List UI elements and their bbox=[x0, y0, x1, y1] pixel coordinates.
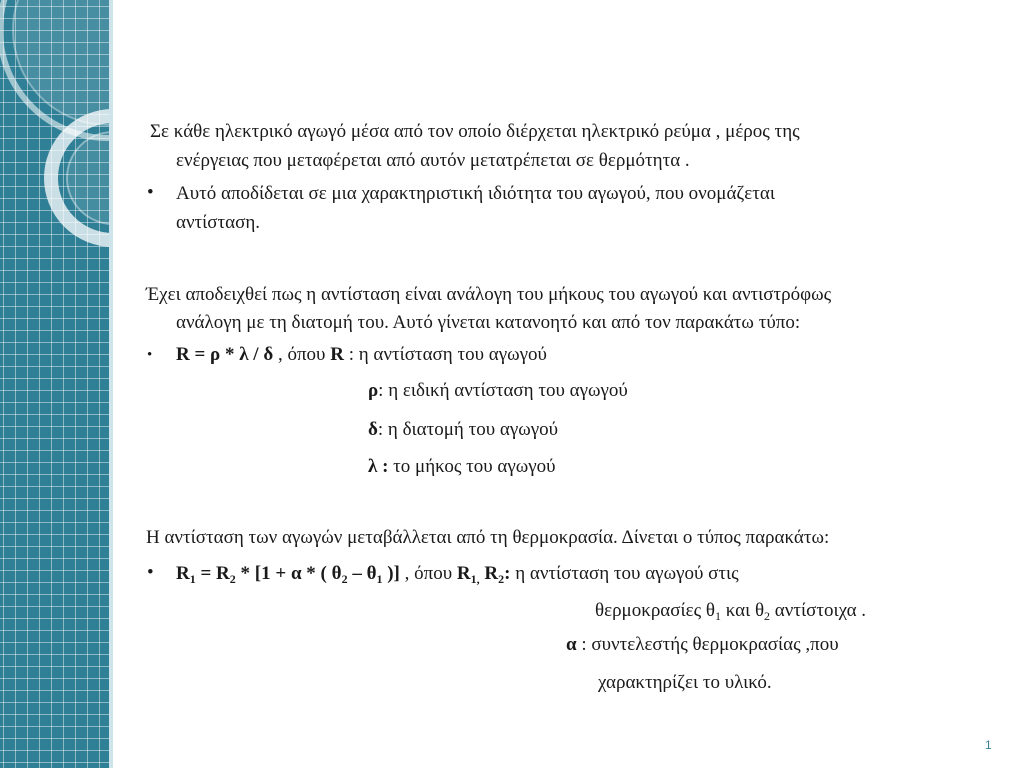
formula-1-where: , όπου bbox=[273, 344, 331, 365]
resistance-formula: R = ρ * λ / δ bbox=[176, 344, 274, 365]
definition-rho: : η ειδική αντίσταση του αγωγού bbox=[378, 380, 628, 401]
temperatures-line: θερμοκρασίες $\theta_1$ και $\theta_2$ αντίστοιχα . bbox=[595, 600, 867, 623]
paragraph-4-line-1: Η αντίσταση των αγωγών μεταβάλλεται από τη θερμοκρασία. Δίνεται ο τύπος παρακάτω: bbox=[146, 527, 830, 548]
paragraph-1-line-2: ενέργειας που μεταφέρεται από αυτόν μετατρέπεται σε θερμότητα . bbox=[176, 150, 690, 171]
paragraph-2-line-2: αντίσταση. bbox=[176, 212, 261, 233]
symbol-r: R bbox=[330, 344, 344, 365]
paragraph-1-line-1: Σε κάθε ηλεκτρικό αγωγό μέσα από τον οποίο διέρχεται ηλεκτρικό ρεύμα , μέρος της bbox=[150, 121, 800, 142]
alpha-definition-line-2: χαρακτηρίζει το υλικό. bbox=[598, 672, 772, 693]
rho-definition-line bbox=[368, 380, 628, 402]
symbol-lambda: λ : bbox=[368, 456, 389, 477]
alpha-definition-line bbox=[566, 634, 839, 656]
bullet-formula-1: • bbox=[147, 347, 153, 363]
bullet-formula-2: • bbox=[147, 562, 154, 583]
definition-lambda: το μήκος του αγωγού bbox=[388, 456, 556, 477]
symbols-r1-r2: $R_{1,}$ $R_2$: bbox=[456, 563, 511, 586]
bullet-2: • bbox=[147, 182, 154, 203]
symbol-rho: ρ bbox=[368, 380, 379, 401]
definition-delta: : η διατομή του αγωγού bbox=[377, 419, 559, 440]
paragraph-3-line-1: Έχει αποδειχθεί πως η αντίσταση είναι ανάλογη του μήκους του αγωγού και αντιστρόφως bbox=[146, 284, 832, 305]
formula-2-where: , όπου bbox=[399, 563, 457, 584]
definition-r1-r2: η αντίσταση του αγωγού στις bbox=[510, 563, 739, 584]
lambda-definition-line bbox=[368, 456, 556, 478]
paragraph-2-line-1: Αυτό αποδίδεται σε μια χαρακτηριστική ιδιότητα του αγωγού, που ονομάζεται bbox=[176, 183, 775, 204]
temperature-formula: $R_1 = R_2 * [1 + \alpha$ * ( $\theta_2 - \theta_1$ )] bbox=[176, 563, 400, 586]
symbol-delta: δ bbox=[368, 419, 378, 440]
paragraph-3-line-2: ανάλογη με τη διατομή του. Αυτό γίνεται κατανοητό και από τον παρακάτω τύπο: bbox=[176, 312, 801, 333]
delta-definition-line bbox=[368, 419, 558, 441]
symbol-alpha: α bbox=[566, 634, 577, 655]
temperature-formula-line bbox=[176, 563, 739, 585]
page-number: 1 bbox=[985, 738, 992, 752]
definition-alpha: : συντελεστής θερμοκρασίας ,που bbox=[576, 634, 839, 655]
resistance-formula-line bbox=[176, 344, 547, 366]
definition-r: : η αντίσταση του αγωγού bbox=[343, 344, 547, 365]
